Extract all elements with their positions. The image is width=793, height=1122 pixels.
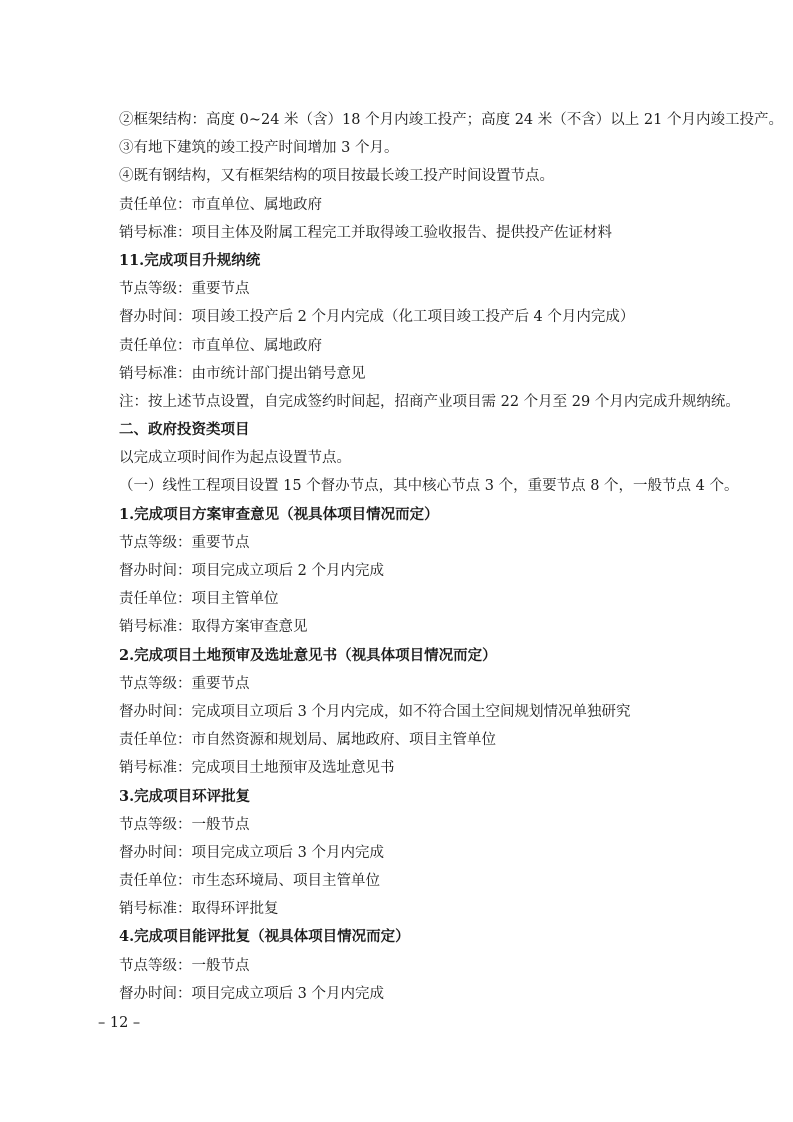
text-line: 督办时间：完成项目立项后 3 个月内完成，如不符合国土空间规划情况单独研究 — [119, 703, 631, 720]
text-line: 督办时间：项目完成立项后 2 个月内完成 — [119, 563, 384, 579]
text-line: 责任单位：市直单位、属地政府 — [119, 337, 322, 354]
text-line: 销号标准：取得环评批复 — [119, 901, 279, 918]
text-line: 销号标准：完成项目土地预审及选址意见书 — [119, 760, 395, 777]
text-line: 节点等级：一般节点 — [119, 816, 250, 833]
section-heading: 11.完成项目升规纳统 — [119, 251, 261, 269]
text-line: 销号标准：取得方案审查意见 — [119, 619, 308, 636]
text-line: 节点等级：重要节点 — [119, 534, 250, 551]
text-line: 责任单位：市生态环境局、项目主管单位 — [119, 873, 380, 890]
text-line: ③有地下建筑的竣工投产时间增加 3 个月。 — [119, 140, 399, 157]
text-line: 责任单位：市直单位、属地政府 — [119, 196, 322, 213]
section-heading: 1.完成项目方案审查意见（视具体项目情况而定） — [119, 505, 439, 523]
text-line: 销号标准：由市统计部门提出销号意见 — [119, 365, 366, 382]
text-line: 责任单位：市自然资源和规划局、属地政府、项目主管单位 — [119, 732, 496, 749]
section-heading: 二、政府投资类项目 — [119, 421, 250, 439]
text-line: 节点等级：重要节点 — [119, 281, 250, 298]
document-body — [119, 106, 783, 1008]
text-line: 销号标准：项目主体及附属工程完工并取得竣工验收报告、提供投产佐证材料 — [119, 224, 612, 241]
section-heading: 2.完成项目土地预审及选址意见书（视具体项目情况而定） — [119, 646, 497, 664]
text-line: 责任单位：项目主管单位 — [119, 591, 279, 608]
text-line: 以完成立项时间作为起点设置节点。 — [119, 450, 351, 467]
text-line: ②框架结构：高度 0~24 米（含）18 个月内竣工投产；高度 24 米（不含）以上 21 个月内竣工投产。 — [119, 112, 783, 128]
text-line: 督办时间：项目完成立项后 3 个月内完成 — [119, 844, 384, 861]
text-line: 督办时间：项目竣工投产后 2 个月内完成（化工项目竣工投产后 4 个月内完成） — [119, 309, 635, 326]
section-heading: 4.完成项目能评批复（视具体项目情况而定） — [119, 928, 410, 946]
text-line: （一）线性工程项目设置 15 个督办节点，其中核心节点 3 个，重要节点 8 个，一般节点 4 个。 — [119, 478, 739, 495]
text-line: 节点等级：重要节点 — [119, 675, 250, 692]
page-number: – 12 – — [98, 1015, 141, 1031]
section-heading: 3.完成项目环评批复 — [119, 787, 251, 805]
text-line: 督办时间：项目完成立项后 3 个月内完成 — [119, 985, 384, 1002]
text-line: ④既有钢结构，又有框架结构的项目按最长竣工投产时间设置节点。 — [119, 168, 554, 185]
text-line: 注：按上述节点设置，自完成签约时间起，招商产业项目需 22 个月至 29 个月内完成升规纳统。 — [119, 393, 740, 410]
text-line: 节点等级：一般节点 — [119, 957, 250, 974]
